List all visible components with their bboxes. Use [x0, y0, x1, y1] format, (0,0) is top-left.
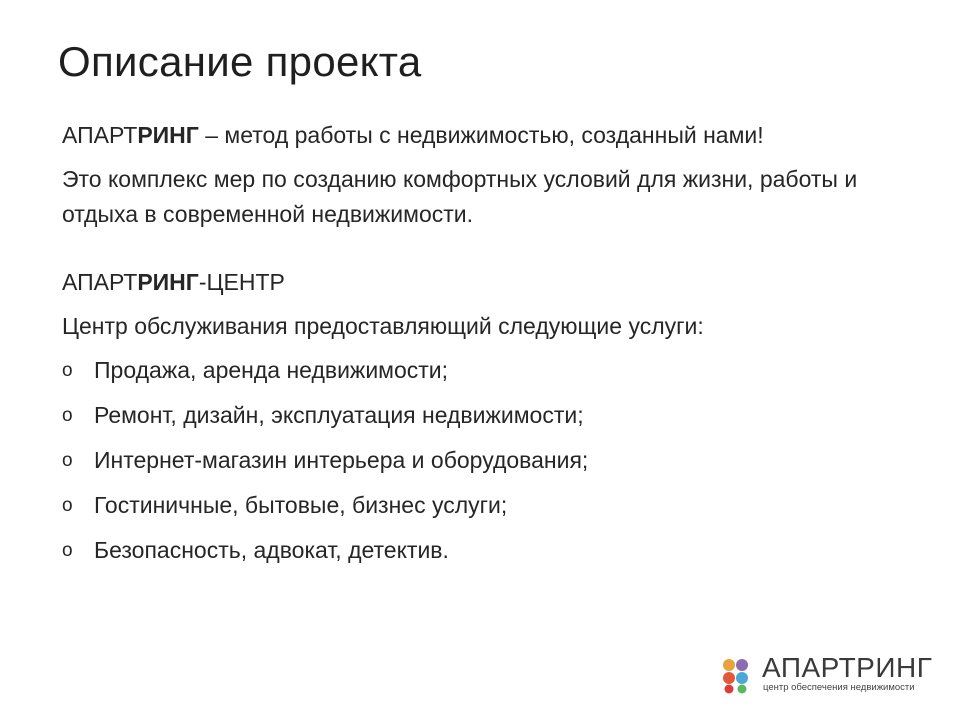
bullet-marker: o [62, 540, 73, 561]
center-brand-bold: РИНГ [137, 269, 199, 295]
intro-paragraph [62, 118, 922, 153]
list-item [62, 443, 922, 478]
service-text: Продажа, аренда недвижимости; [94, 357, 449, 383]
service-text: Безопасность, адвокат, детектив. [94, 537, 449, 563]
service-text: Гостиничные, бытовые, бизнес услуги; [94, 492, 508, 518]
intro-text: – метод работы с недвижимостью, созданный нами! [198, 122, 764, 148]
center-heading [62, 265, 922, 300]
service-text: Интернет-магазин интерьера и оборудования; [94, 447, 589, 473]
slide-content [62, 118, 922, 578]
logo-dots-icon [722, 658, 758, 694]
bullet-marker: o [62, 405, 73, 426]
service-text: Ремонт, дизайн, эксплуатация недвижимости; [94, 402, 584, 428]
bullet-marker: o [62, 360, 73, 381]
bullet-marker: o [62, 495, 73, 516]
center-brand-prefix: АПАРТ [62, 269, 138, 295]
services-intro: Центр обслуживания предоставляющий следующие услуги: [62, 313, 704, 339]
brand-bold: РИНГ [137, 122, 199, 148]
slide-title: Описание проекта [58, 38, 422, 85]
description-paragraph: Это комплекс мер по созданию комфортных условий для жизни, работы и отдыха в современной недвижимости. [62, 166, 858, 227]
logo-wordmark: АПАРТРИНГ [762, 652, 933, 683]
logo-tagline: центр обеспечения недвижимости [763, 682, 915, 693]
company-logo [722, 652, 934, 696]
bullet-marker: o [62, 450, 73, 471]
list-item [62, 353, 922, 388]
list-item [62, 398, 922, 433]
list-item [62, 533, 922, 568]
list-item [62, 488, 922, 523]
brand-prefix: АПАРТ [62, 122, 138, 148]
center-suffix: -ЦЕНТР [198, 269, 285, 295]
services-list [62, 353, 922, 568]
